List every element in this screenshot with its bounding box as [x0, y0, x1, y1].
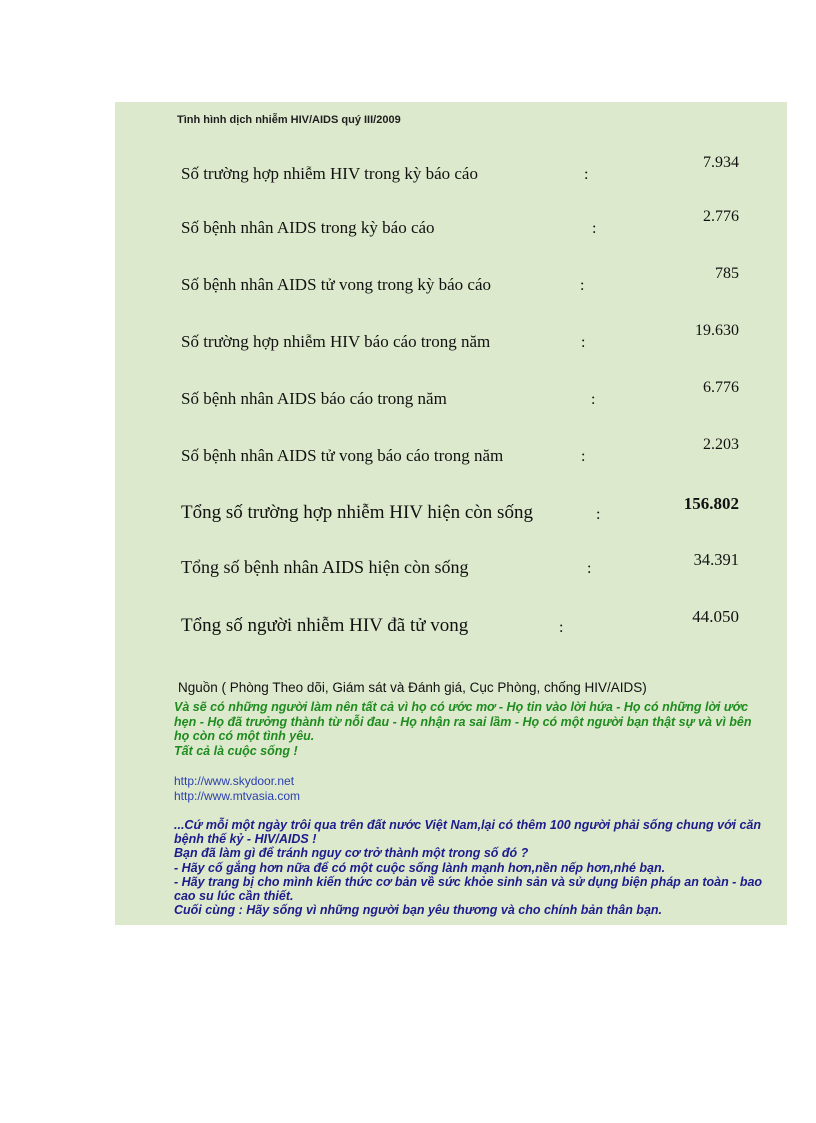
stat-colon: : [580, 277, 585, 294]
stat-value: 7.934 [703, 154, 739, 171]
stat-colon: : [596, 506, 601, 523]
stat-value: 44.050 [692, 607, 739, 626]
stat-label: Số bệnh nhân AIDS trong kỳ báo cáo [181, 218, 435, 237]
stat-colon: : [587, 560, 592, 577]
stat-label: Số bệnh nhân AIDS báo cáo trong năm [181, 389, 447, 408]
stat-row [115, 265, 787, 295]
stat-value: 785 [715, 265, 739, 282]
links-list [174, 774, 300, 804]
stat-row [115, 607, 787, 637]
link-mtvasia[interactable]: http://www.mtvasia.com [174, 789, 301, 803]
inspiration-text [174, 700, 764, 758]
stat-row [115, 436, 787, 466]
stat-value: 2.203 [703, 436, 739, 453]
stat-label: Số bệnh nhân AIDS tử vong trong kỳ báo cáo [181, 275, 491, 294]
stat-row [115, 322, 787, 352]
awareness-line: - Hãy trang bị cho mình kiến thức cơ bản về sức khỏe sinh sản và sử dụng biện pháp an toàn - bao cao su lúc cần thiết. [174, 875, 763, 903]
stat-row [115, 494, 787, 524]
content-panel [115, 102, 787, 925]
stat-colon: : [591, 391, 596, 408]
stat-value: 156.802 [683, 494, 739, 513]
stat-colon: : [581, 334, 586, 351]
stat-colon: : [584, 166, 589, 183]
link-skydoor[interactable]: http://www.skydoor.net [174, 774, 295, 788]
stat-value: 34.391 [693, 550, 739, 569]
awareness-line: Bạn đã làm gì để tránh nguy cơ trở thành một trong số đó ? [174, 846, 529, 860]
awareness-line: - Hãy cố gắng hơn nữa để có một cuộc sống lành mạnh hơn,nền nếp hơn,nhé bạn. [174, 860, 666, 875]
inspiration-closing: Tất cả là cuộc sống ! [174, 743, 298, 758]
source-note: Nguồn ( Phòng Theo dõi, Giám sát và Đánh giá, Cục Phòng, chống HIV/AIDS) [178, 680, 647, 695]
page-title: Tình hình dịch nhiễm HIV/AIDS quý III/2009 [177, 114, 401, 126]
awareness-line: Cuối cùng : Hãy sống vì những người bạn yêu thương và cho chính bản thân bạn. [174, 903, 663, 917]
stat-label: Tổng số người nhiễm HIV đã tử vong [181, 615, 469, 636]
stat-value: 6.776 [703, 379, 739, 396]
stat-row [115, 154, 787, 184]
stat-label: Số trường hợp nhiễm HIV trong kỳ báo cáo [181, 164, 478, 183]
stat-row [115, 379, 787, 409]
stat-label: Số bệnh nhân AIDS tử vong báo cáo trong năm [181, 446, 504, 465]
stat-label: Số trường hợp nhiễm HIV báo cáo trong năm [181, 332, 491, 351]
stat-colon: : [581, 448, 586, 465]
awareness-text [174, 819, 774, 919]
stat-row [115, 550, 787, 578]
stat-row [115, 208, 787, 238]
stat-colon: : [592, 220, 597, 237]
stat-value: 19.630 [695, 322, 739, 339]
awareness-line: ...Cứ mỗi một ngày trôi qua trên đất nước Việt Nam,lại có thêm 100 người phải sống chung với căn bệnh thế kỷ - HIV/AIDS ! [174, 818, 761, 846]
inspiration-paragraph: Và sẽ có những người làm nên tất cả vì họ có ước mơ - Họ tin vào lời hứa - Họ có những lời ước hẹn - Họ đã trưởng thành từ nỗi đau - Họ nhận ra sai lầm - Họ có một người bạn thật sự và vì bên họ còn có một tình yêu. [174, 700, 752, 743]
stat-label: Tổng số trường hợp nhiễm HIV hiện còn sống [181, 502, 533, 523]
stat-label: Tổng số bệnh nhân AIDS hiện còn sống [181, 557, 469, 577]
stat-colon: : [559, 619, 564, 636]
stat-value: 2.776 [703, 208, 739, 225]
